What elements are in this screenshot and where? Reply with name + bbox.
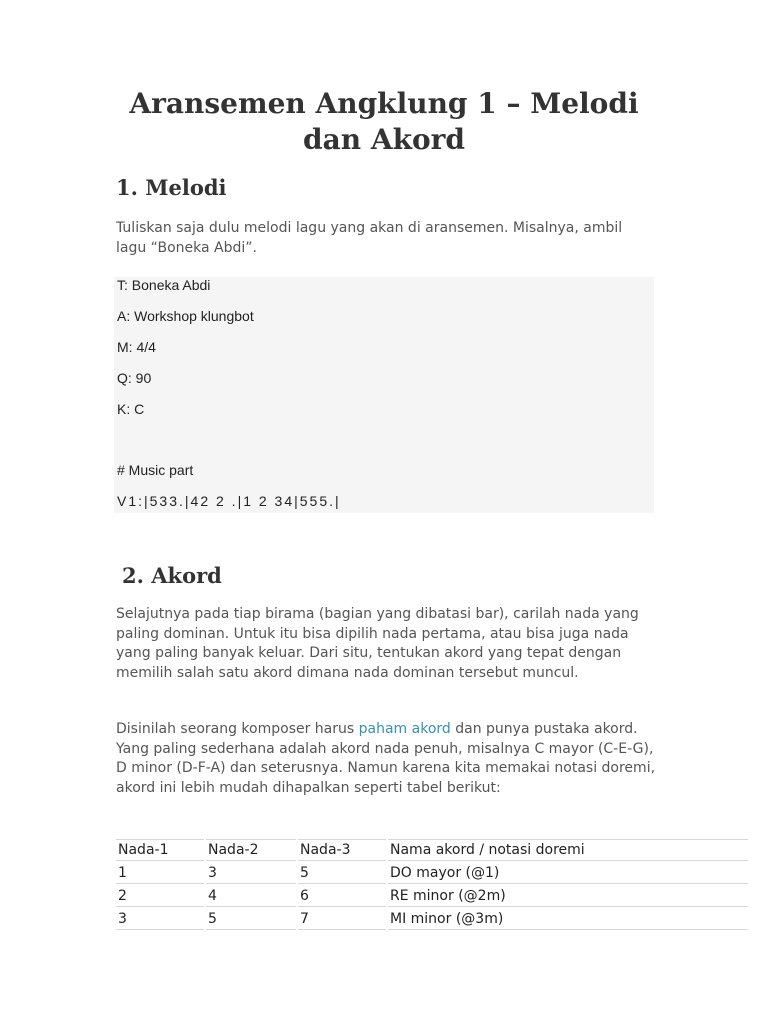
page-title: Aransemen Angklung 1 – Melodi dan Akord (129, 87, 639, 156)
header-nada-2: Nada-2 (206, 839, 296, 861)
cell-nada-2: 4 (206, 886, 296, 907)
cell-nada-2: 3 (206, 863, 296, 884)
score-line-meter: M: 4/4 (117, 339, 156, 355)
score-line-title: T: Boneka Abdi (117, 277, 211, 293)
header-chord-name: Nama akord / notasi doremi (388, 839, 748, 861)
score-code-block (114, 277, 654, 513)
score-line-tempo: Q: 90 (117, 370, 152, 386)
akord-paragraph-2-start: Disinilah seorang komposer harus (116, 721, 359, 737)
score-line-key: K: C (117, 401, 145, 417)
akord-paragraph-1: Selajutnya pada tiap birama (bagian yang dibatasi bar), carilah nada yang paling dominan. Untuk itu bisa dipilih nada pertama, atau bisa juga nada yang paling banyak keluar. Dari situ, tentukan akord yang tepat dengan memilih salah satu akord dimana nada dominan tersebut muncul. (116, 606, 639, 681)
table-row (116, 863, 748, 884)
chord-table (114, 837, 750, 932)
header-nada-1: Nada-1 (116, 839, 204, 861)
cell-chord-name: MI minor (@3m) (388, 909, 748, 930)
cell-nada-1: 2 (116, 886, 204, 907)
melodi-paragraph: Tuliskan saja dulu melodi lagu yang akan di aransemen. Misalnya, ambil lagu “Boneka Abdi”. (116, 220, 623, 256)
cell-nada-3: 6 (298, 886, 386, 907)
cell-nada-1: 1 (116, 863, 204, 884)
cell-chord-name: DO mayor (@1) (388, 863, 748, 884)
score-line-comment: # Music part (117, 462, 194, 478)
section-heading-melodi: 1. Melodi (116, 175, 227, 200)
header-nada-3: Nada-3 (298, 839, 386, 861)
cell-chord-name: RE minor (@2m) (388, 886, 748, 907)
table-row (116, 909, 748, 930)
cell-nada-3: 5 (298, 863, 386, 884)
paham-akord-link[interactable]: paham akord (358, 721, 451, 737)
cell-nada-3: 7 (298, 909, 386, 930)
akord-paragraph-2-end: dan punya pustaka akord. Yang paling sederhana adalah akord nada penuh, misalnya C mayor (C-E-G), D minor (D-F-A) dan seterusnya. Namun karena kita memakai notasi doremi, akord ini lebih mudah dihapalkan seperti tabel berikut: (116, 721, 656, 796)
score-line-voice: V1:|533.|42 2 .|1 2 34|555.| (117, 493, 341, 509)
section-heading-akord: 2. Akord (122, 563, 222, 588)
akord-paragraph-2 (116, 720, 656, 798)
cell-nada-1: 3 (116, 909, 204, 930)
chord-table-header-row (116, 839, 748, 861)
table-row (116, 886, 748, 907)
cell-nada-2: 5 (206, 909, 296, 930)
score-line-author: A: Workshop klungbot (117, 308, 254, 324)
